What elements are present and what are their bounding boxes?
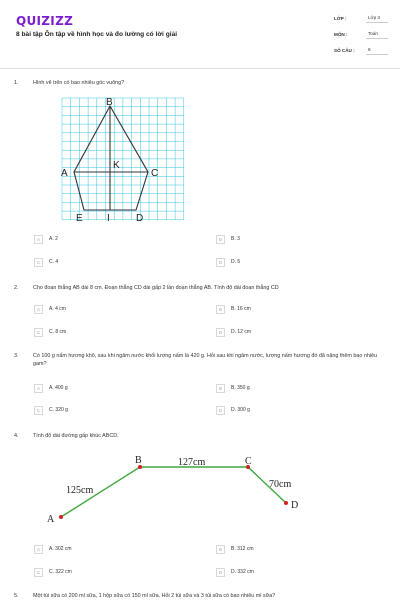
subject-value: Toán [366, 29, 388, 39]
option-text: A. 4 cm [49, 306, 66, 312]
option-letter: B [216, 305, 225, 314]
option-letter: C [34, 258, 43, 267]
segment-bc-label: 127cm [178, 457, 206, 468]
option-letter: D [216, 568, 225, 577]
option-text: A. 400 g [49, 385, 68, 391]
label-b: B [106, 97, 113, 108]
question-4-text: Tính độ dài đường gấp khúc ABCD. [33, 433, 119, 439]
q1-option-a[interactable] [34, 234, 58, 244]
option-letter: C [34, 328, 43, 337]
question-4-number: 4. [14, 433, 19, 439]
question-2-text: Cho đoạn thẳng AB dài 8 cm. Đoạn thẳng CD dài gấp 2 lần đoạn thẳng AB. Tính độ dài đoạn thẳng CD [33, 285, 279, 291]
label-e: E [76, 213, 83, 224]
option-letter: B [216, 384, 225, 393]
option-letter: C [34, 568, 43, 577]
option-text: D. 12 cm [231, 329, 252, 335]
option-text: D. 5 [231, 259, 241, 265]
question-5-number: 5. [14, 593, 19, 599]
q3-option-a[interactable] [34, 383, 68, 393]
point-d [284, 501, 288, 505]
option-text: A. 302 cm [49, 546, 72, 552]
question-5-text: Một túi sữa có 200 ml sữa, 1 hộp sữa có 150 ml sữa. Hỏi 2 túi sữa và 3 túi sữa có bao nhiêu ml sữa? [33, 593, 276, 599]
pentagon-outline [74, 106, 148, 210]
option-text: D. 300 g [231, 407, 250, 413]
question-1-figure [56, 92, 190, 224]
q3-option-b[interactable] [216, 383, 250, 393]
option-text: C. 8 cm [49, 329, 67, 335]
option-text: D. 332 cm [231, 569, 254, 575]
class-label: LỚP : [334, 16, 347, 21]
q3-option-d[interactable] [216, 405, 250, 415]
q3-option-c[interactable] [34, 405, 68, 415]
label-a: A [47, 514, 55, 525]
label-i: I [107, 213, 110, 224]
option-text: B. 350 g [231, 385, 250, 391]
question-4-figure [40, 448, 320, 530]
q2-option-d[interactable] [216, 327, 251, 337]
grid-lines [62, 98, 184, 220]
question-3-text: Có 100 g nấm hương khô, sau khi ngâm nước khối lượng nấm là 420 g. Hỏi sau khi ngâm nước, lượng nấm hương đó đã nặng thêm bao nhiêu gam? [33, 353, 378, 367]
option-letter: B [216, 235, 225, 244]
subject-label: MÔN : [334, 32, 348, 37]
worksheet-header [0, 0, 400, 66]
label-c: C [151, 168, 159, 179]
q2-option-a[interactable] [34, 304, 66, 314]
polyline-abcd [61, 467, 286, 517]
label-c: C [245, 456, 252, 467]
label-b: B [135, 455, 142, 466]
option-text: B. 312 cm [231, 546, 254, 552]
label-d: D [136, 213, 144, 224]
worksheet-title: 8 bài tập Ôn tập về hình học và đo lường có lời giải [16, 31, 178, 38]
option-text: A. 2 [49, 236, 58, 242]
q2-option-b[interactable] [216, 304, 251, 314]
option-text: C. 320 g [49, 407, 68, 413]
label-a: A [61, 168, 68, 179]
q4-option-b[interactable] [216, 544, 254, 554]
option-text: B. 16 cm [231, 306, 251, 312]
question-3-number: 3. [14, 353, 19, 359]
q4-option-c[interactable] [34, 567, 72, 577]
point-a [59, 515, 63, 519]
option-letter: A [34, 235, 43, 244]
pentagon-shape [74, 106, 148, 210]
option-letter: A [34, 384, 43, 393]
label-d: D [291, 500, 299, 511]
quizizz-logo: QUIZIZZ [16, 14, 74, 28]
option-letter: B [216, 545, 225, 554]
option-letter: D [216, 258, 225, 267]
count-value: 8 [366, 45, 388, 55]
option-text: B. 3 [231, 236, 240, 242]
option-letter: D [216, 406, 225, 415]
question-2-number: 2. [14, 285, 19, 291]
q4-option-a[interactable] [34, 544, 72, 554]
option-text: C. 322 cm [49, 569, 72, 575]
segment-ab-label: 125cm [66, 485, 94, 496]
q1-option-d[interactable] [216, 257, 240, 267]
segment-cd-label: 70cm [269, 479, 292, 490]
option-letter: A [34, 545, 43, 554]
class-value: Lớp 3 [366, 13, 388, 23]
q1-option-c[interactable] [34, 257, 58, 267]
label-k: K [113, 160, 120, 171]
count-label: SỐ CÂU : [334, 48, 355, 53]
question-1-text: Hình vẽ trên có bao nhiêu góc vuông? [33, 80, 125, 86]
option-letter: A [34, 305, 43, 314]
header-divider [0, 68, 400, 69]
q1-option-b[interactable] [216, 234, 240, 244]
option-text: C. 4 [49, 259, 59, 265]
option-letter: C [34, 406, 43, 415]
q2-option-c[interactable] [34, 327, 66, 337]
question-1-number: 1. [14, 80, 19, 86]
option-letter: D [216, 328, 225, 337]
q4-option-d[interactable] [216, 567, 254, 577]
